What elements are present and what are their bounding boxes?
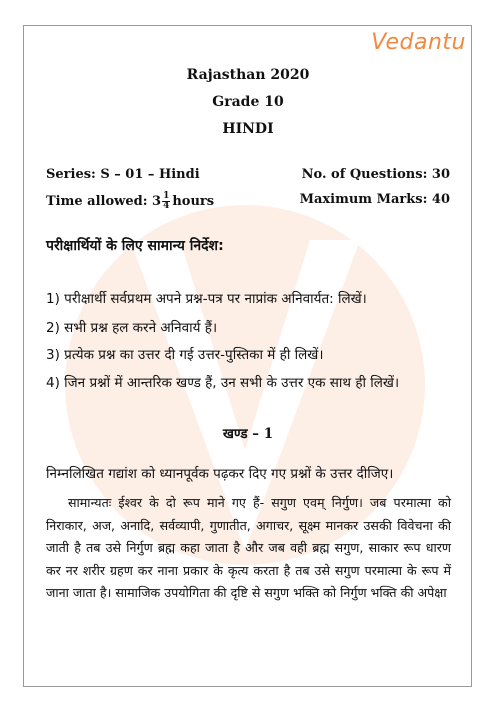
board-year-title: Rajasthan 2020 <box>186 67 310 83</box>
meta-row-1 <box>46 167 450 182</box>
instruction-item: 1) परीक्षार्थी सर्वप्रथम अपने प्रश्न-पत्र पर नाप्रांक अनिवार्यत: लिखें। <box>46 291 367 307</box>
time-fraction <box>162 192 170 211</box>
fraction-denominator: 4 <box>163 201 170 211</box>
vedantu-logo: Vedantu <box>371 30 466 55</box>
grade-title: Grade 10 <box>212 94 284 110</box>
passage-text: सामान्यतः ईश्वर के दो रूप माने गए हैं- सगुण एवम् निर्गुण। जब परमात्मा को निराकार, अज, अनादि, सर्वव्यापी, गुणातीत, अगाचर, सूक्ष्म मानकर उसकी विवेचना की जाती है तब उसे निर्गुण ब्रह्म कहा जाता है और जब वही ब्रह्म सगुण, साकार रूप धारण कर नर शरीर ग्रहण कर नाना प्रकार के कृत्य करता है तब उसे सगुण परमात्मा के रूप में जाना जाता है। सामाजिक उपयोगिता की दृष्टि से सगुण भक्ति को निर्गुण भक्ति की अपेक्षा <box>46 495 451 600</box>
meta-row-2 <box>46 192 450 211</box>
subject-title: HINDI <box>222 121 274 137</box>
passage-prompt: निम्नलिखित गद्यांश को ध्यानपूर्वक पढ़कर दिए गए प्रश्नों के उत्तर दीजिए। <box>46 466 394 482</box>
fraction-numerator: 1 <box>163 191 170 201</box>
series-label: Series: S – 01 – Hindi <box>46 167 200 182</box>
instruction-item: 3) प्रत्येक प्रश्न का उत्तर दी गई उत्तर-पुस्तिका में ही लिखें। <box>46 347 324 363</box>
time-prefix: Time allowed: 3 <box>46 194 162 209</box>
time-suffix: hours <box>172 194 215 209</box>
section-number: – 1 <box>247 426 274 442</box>
section-title: खण्ड <box>222 426 248 442</box>
instructions-title: परीक्षार्थियों के लिए सामान्य निर्देश: <box>46 238 224 254</box>
maximum-marks: Maximum Marks: 40 <box>299 192 450 207</box>
section-heading <box>0 424 496 442</box>
instruction-item: 4) जिन प्रश्नों में आन्तरिक खण्ड हैं, उन सभी के उत्तर एक साथ ही लिखें। <box>46 375 400 391</box>
instruction-item: 2) सभी प्रश्न हल करने अनिवार्य हैं। <box>46 320 218 336</box>
questions-count: No. of Questions: 30 <box>301 167 450 182</box>
time-allowed <box>46 192 214 211</box>
